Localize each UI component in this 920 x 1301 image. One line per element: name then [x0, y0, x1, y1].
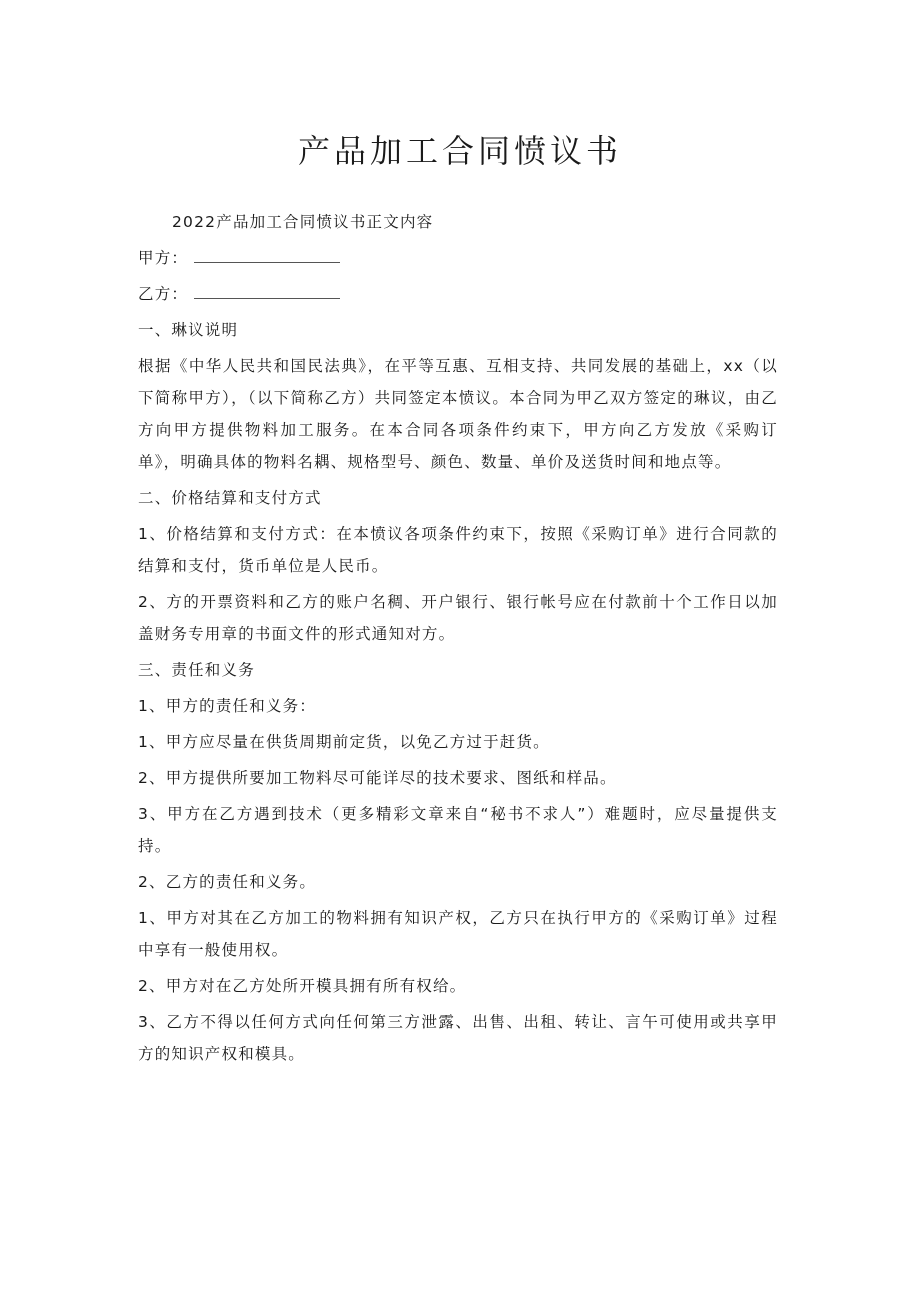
paragraph: 3、乙方不得以任何方式向任何第三方泄露、出售、出租、转让、言午可使用或共享甲方的知识产权和模具。 — [138, 1013, 778, 1063]
paragraph: 2、甲方提供所要加工物料尽可能详尽的技术要求、图纸和样品。 — [138, 769, 617, 787]
party-b-blank — [194, 280, 340, 299]
document-body — [138, 206, 778, 1074]
paragraph: 根据《中华人民共和国民法典》，在平等互惠、互相支持、共同发展的基础上，xx（以下简称甲方），（以下简称乙方）共同签定本愤议。本合同为甲乙双方签定的琳议，由乙方向甲方提供物料加工服务。在本合同各项条件约束下，甲方向乙方发放《采购订单》，明确具体的物料名耦、规格型号、颜色、数量、单价及送货时间和地点等。 — [138, 357, 778, 471]
party-a-blank — [194, 244, 340, 263]
party-a-label: 甲方： — [138, 249, 189, 267]
paragraph: 2、方的开票资料和乙方的账户名稠、开户银行、银行帐号应在付款前十个工作日以加盖财务专用章的书面文件的形式通知对方。 — [138, 593, 778, 643]
paragraph: 3、甲方在乙方遇到技术（更多精彩文章来自“秘书不求人”）难题时，应尽量提供支持。 — [138, 805, 778, 855]
paragraph: 2、乙方的责任和义务。 — [138, 873, 317, 891]
party-b-line — [138, 278, 778, 310]
document-subtitle: 2022产品加工合同愤议书正文内容 — [172, 213, 434, 231]
paragraph: 1、甲方应尽量在供货周期前定货，以免乙方过于赶货。 — [138, 733, 550, 751]
party-b-label: 乙方： — [138, 285, 189, 303]
paragraph: 2、甲方对在乙方处所开模具拥有所有权给。 — [138, 977, 467, 995]
paragraph: 1、价格结算和支付方式：在本愤议各项条件约束下，按照《采购订单》进行合同款的结算和支付，货币单位是人民币。 — [138, 525, 778, 575]
document-title: 产品加工合同愤议书 — [297, 132, 622, 170]
party-a-line — [138, 242, 778, 274]
section-heading-2: 二、价格结算和支付方式 — [138, 489, 322, 507]
paragraph: 1、甲方的责任和义务： — [138, 697, 317, 715]
section-heading-1: 一、琳议说明 — [138, 321, 239, 339]
paragraph: 1、甲方对其在乙方加工的物料拥有知识产权，乙方只在执行甲方的《采购订单》过程中享有一般使用权。 — [138, 909, 778, 959]
section-heading-3: 三、责任和义务 — [138, 661, 255, 679]
